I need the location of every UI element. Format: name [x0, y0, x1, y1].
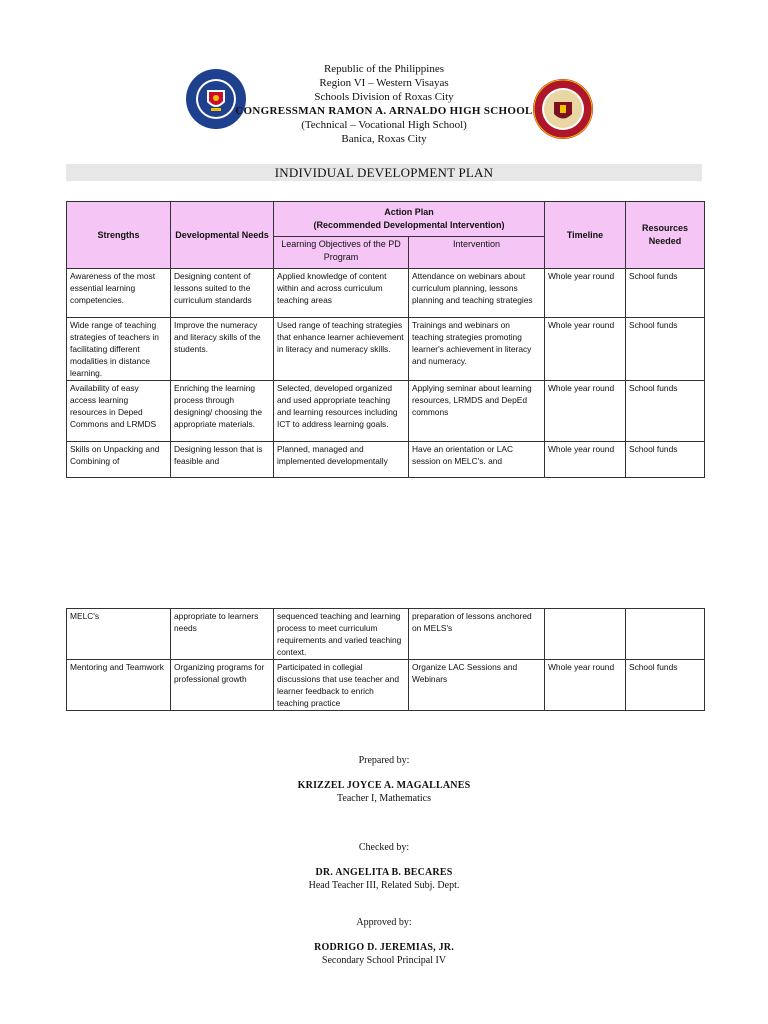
cell-need: Designing lesson that is feasible and — [171, 442, 274, 478]
header-school-name: CONGRESSMAN RAMON A. ARNALDO HIGH SCHOOL — [235, 105, 533, 117]
cell-strength: Mentoring and Teamwork — [67, 660, 171, 711]
prepared-by-label: Prepared by: — [358, 755, 410, 766]
approved-by-title: Secondary School Principal IV — [321, 955, 447, 966]
cell-intervention: Attendance on webinars about curriculum planning, lessons planning and teaching strategies — [409, 269, 545, 318]
table-row — [67, 269, 705, 318]
header-learning-objectives: Learning Objectives of the PD Program — [274, 237, 409, 269]
prepared-by-name: KRIZZEL JOYCE A. MAGALLANES — [297, 780, 471, 791]
cell-strength: Awareness of the most essential learning competencies. — [67, 269, 171, 318]
checked-by-label: Checked by: — [358, 842, 410, 853]
checked-by-block — [0, 841, 768, 892]
action-plan-sublabel: (Recommended Developmental Intervention) — [313, 220, 505, 230]
cell-need: Organizing programs for professional growth — [171, 660, 274, 711]
cell-need: Improve the numeracy and literacy skills of the students. — [171, 318, 274, 381]
table-row — [67, 442, 705, 478]
cell-objective: sequenced teaching and learning process to meet curriculum requirements and varied teaching context. — [274, 609, 409, 660]
cell-strength: MELC's — [67, 609, 171, 660]
cell-resources: School funds — [626, 318, 705, 381]
cell-timeline: Whole year round — [545, 660, 626, 711]
header-address: Banica, Roxas City — [341, 133, 427, 145]
cell-timeline: Whole year round — [545, 269, 626, 318]
cell-objective: Participated in collegial discussions that use teacher and learner feedback to enrich teaching practice — [274, 660, 409, 711]
header-republic: Republic of the Philippines — [323, 63, 445, 75]
cell-objective: Applied knowledge of content within and across curriculum teaching areas — [274, 269, 409, 318]
header-action-plan — [274, 202, 545, 237]
header-resources: Resources Needed — [626, 202, 705, 269]
cell-timeline — [545, 609, 626, 660]
approved-by-label: Approved by: — [356, 917, 412, 928]
cell-objective: Used range of teaching strategies that enhance learner achievement in literacy and numeracy skills. — [274, 318, 409, 381]
table-row — [67, 318, 705, 381]
approved-by-name: RODRIGO D. JEREMIAS, JR. — [314, 942, 454, 953]
cell-timeline: Whole year round — [545, 381, 626, 442]
cell-need: Enriching the learning process through designing/ choosing the appropriate materials. — [171, 381, 274, 442]
prepared-by-block — [0, 754, 768, 805]
table-row — [67, 660, 705, 711]
prepared-by-title: Teacher I, Mathematics — [337, 793, 431, 804]
cell-intervention: preparation of lessons anchored on MELS's — [409, 609, 545, 660]
table-row — [67, 609, 705, 660]
approved-by-block — [0, 916, 768, 967]
cell-strength: Skills on Unpacking and Combining of — [67, 442, 171, 478]
cell-resources: School funds — [626, 660, 705, 711]
table-row — [67, 381, 705, 442]
header-division: Schools Division of Roxas City — [314, 91, 454, 103]
cell-timeline: Whole year round — [545, 318, 626, 381]
header-developmental-needs: Developmental Needs — [171, 202, 274, 269]
cell-timeline: Whole year round — [545, 442, 626, 478]
cell-resources: School funds — [626, 381, 705, 442]
development-plan-table-continued — [66, 608, 705, 711]
checked-by-title: Head Teacher III, Related Subj. Dept. — [308, 880, 460, 891]
action-plan-label: Action Plan — [384, 207, 434, 217]
cell-intervention: Applying seminar about learning resources, LRMDS and DepEd commons — [409, 381, 545, 442]
checked-by-name: DR. ANGELITA B. BECARES — [315, 867, 453, 878]
header-timeline: Timeline — [545, 202, 626, 269]
cell-strength: Wide range of teaching strategies of teachers in facilitating different modalities in distance learning. — [67, 318, 171, 381]
document-title: INDIVIDUAL DEVELOPMENT PLAN — [66, 164, 702, 181]
header-strengths: Strengths — [67, 202, 171, 269]
cell-need: appropriate to learners needs — [171, 609, 274, 660]
header-school-type: (Technical – Vocational High School) — [301, 119, 467, 131]
cell-objective: Selected, developed organized and used appropriate teaching and learning resources including ICT to address learning goals. — [274, 381, 409, 442]
cell-intervention: Organize LAC Sessions and Webinars — [409, 660, 545, 711]
document-header — [0, 62, 768, 146]
cell-intervention: Trainings and webinars on teaching strategies promoting learner's achievement in literacy and numeracy. — [409, 318, 545, 381]
cell-resources — [626, 609, 705, 660]
cell-intervention: Have an orientation or LAC session on MELC's. and — [409, 442, 545, 478]
cell-resources: School funds — [626, 442, 705, 478]
development-plan-table — [66, 201, 705, 478]
cell-objective: Planned, managed and implemented developmentally — [274, 442, 409, 478]
header-region: Region VI – Western Visayas — [319, 77, 449, 89]
header-intervention: Intervention — [409, 237, 545, 269]
cell-strength: Availability of easy access learning resources in Deped Commons and LRMDS — [67, 381, 171, 442]
cell-need: Designing content of lessons suited to the curriculum standards — [171, 269, 274, 318]
cell-resources: School funds — [626, 269, 705, 318]
